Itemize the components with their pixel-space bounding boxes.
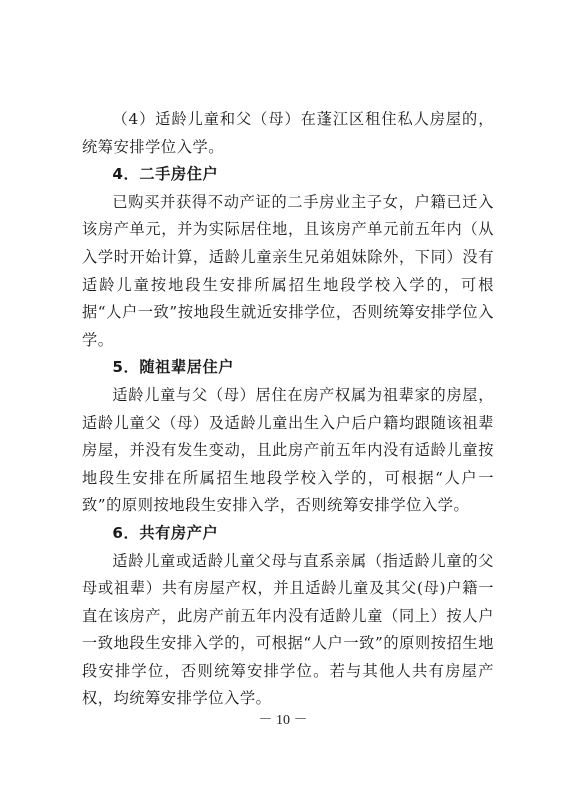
paragraph-co-owned-housing: 适龄儿童或适龄儿童父母与直系亲属（指适龄儿童的父母或祖辈）共有房屋产权，并且适龄儿童及其父(母)户籍一直在该房产，此房产前五年内没有适龄儿童（同上）按人户一致地段生安排入学的，可根据“人户一致”的原则按招生地段安排学位，否则统筹安排学位。若与其他人共有房屋产权，均统筹安排学位入学。	[82, 551, 494, 708]
paragraph-grandparents-housing: 适龄儿童与父（母）居住在房产权属为祖辈家的房屋，适龄儿童父（母）及适龄儿童出生入户后户籍均跟随该祖辈房屋，并没有发生变动，且此房产前五年内没有适龄儿童按地段生安排在所属招生地段学校入学的，可根据“人户一致”的原则按地段生安排入学，否则统筹安排学位入学。	[82, 385, 494, 515]
document-body	[82, 106, 494, 713]
section-heading-grandparents-housing: 5．随祖辈居住户	[112, 358, 235, 377]
page-number: － 10 －	[258, 713, 308, 728]
paragraph-second-hand-housing: 已购买并获得不动产证的二手房业主子女，户籍已迁入该房产单元，并为实际居住地，且该房产单元前五年内（从入学时开始计算，适龄儿童亲生兄弟姐妹除外，下同）没有适龄儿童按地段生安排所属招生地段学校入学的，可根据“人户一致”按地段生就近安排学位，否则统筹安排学位入学。	[82, 192, 494, 349]
paragraph-rental-housing: （4）适龄儿童和父（母）在蓬江区租住私人房屋的，统筹安排学位入学。	[82, 110, 494, 156]
section-heading-co-owned-housing: 6．共有房产户	[112, 523, 219, 542]
section-heading-second-hand-housing: 4．二手房住户	[112, 165, 219, 184]
